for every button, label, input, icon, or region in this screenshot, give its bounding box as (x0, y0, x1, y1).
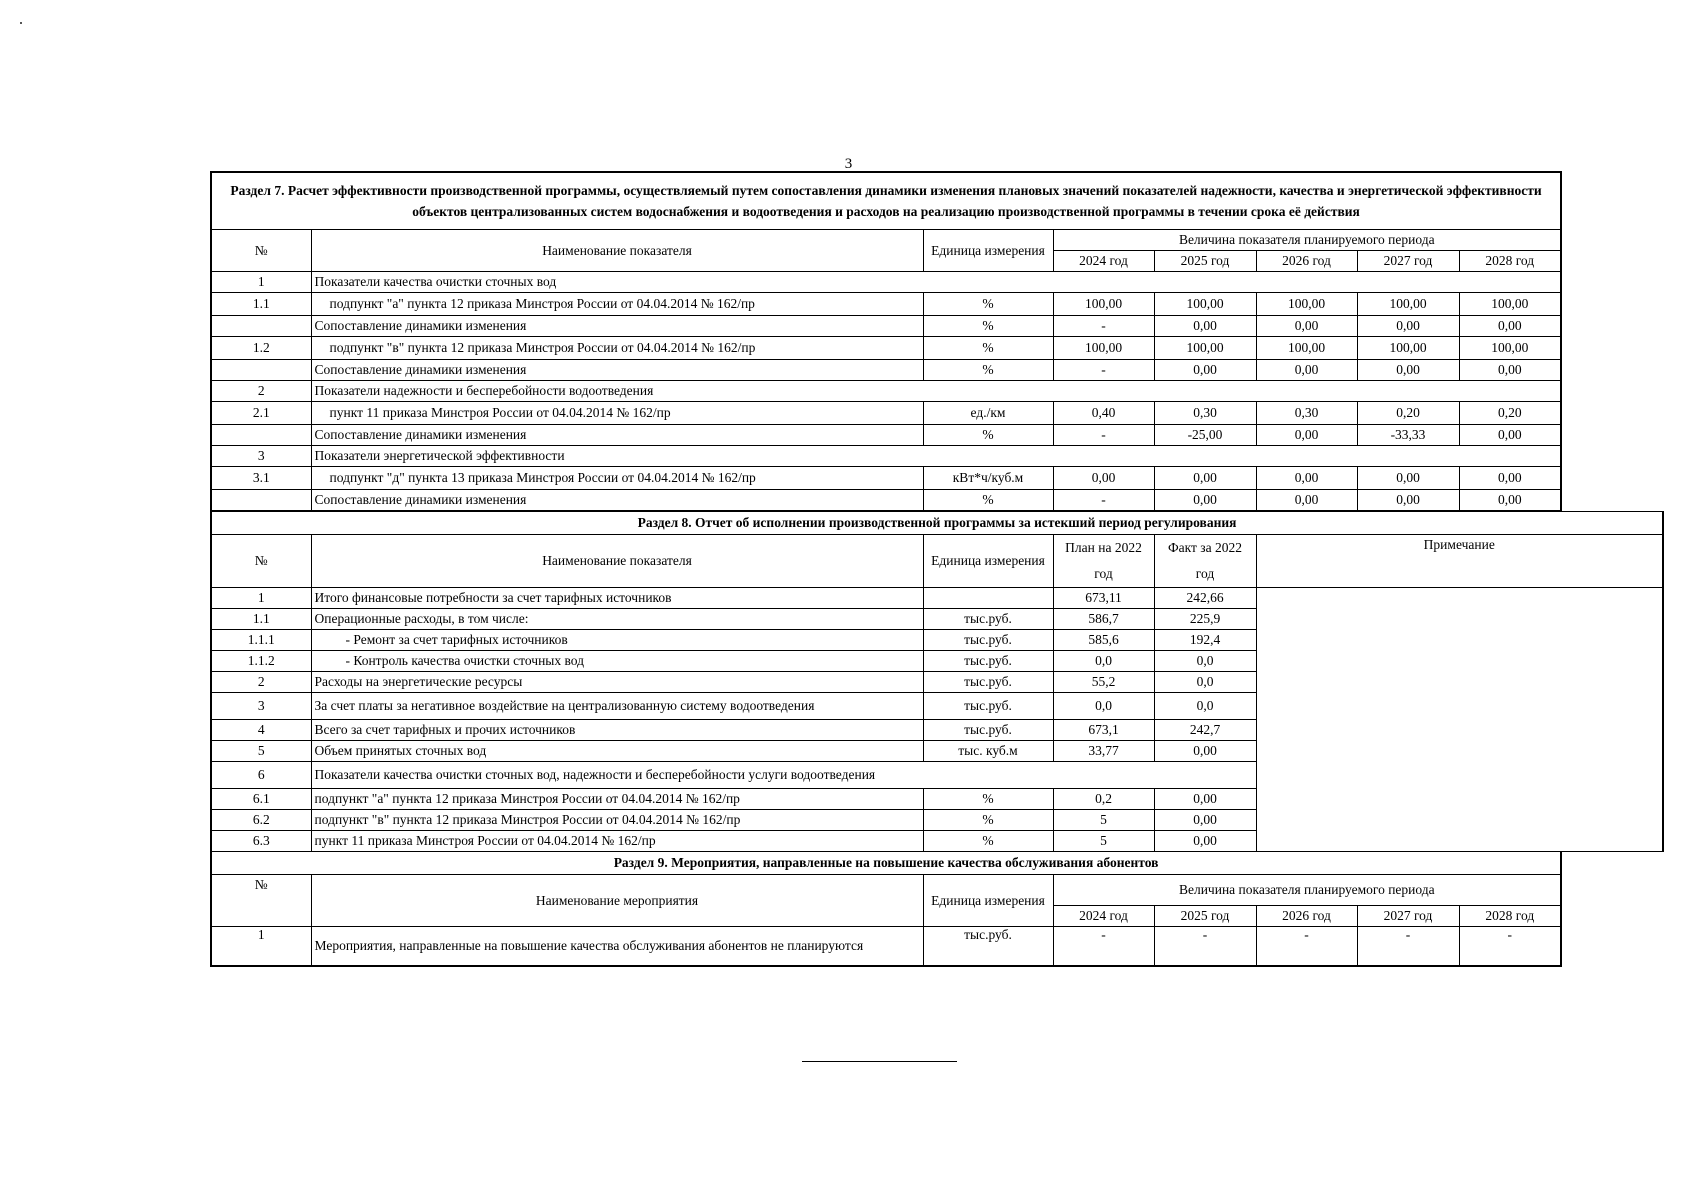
s9-header-year: 2025 год (1154, 906, 1256, 927)
row-unit: % (923, 360, 1053, 381)
row-value: -25,00 (1154, 425, 1256, 446)
row-plan: 673,1 (1053, 720, 1154, 741)
row-plan: 5 (1053, 831, 1154, 852)
row-number: 6 (211, 762, 311, 789)
row-unit: % (923, 831, 1053, 852)
row-value: 0,00 (1357, 360, 1459, 381)
table-row (211, 446, 1561, 467)
section9-title: Раздел 9. Мероприятия, направленные на повышение качества обслуживания абонентов (211, 852, 1561, 875)
section7-title: Раздел 7. Расчет эффективности производственной программы, осуществляемый путем сопоставления динамики изменения плановых значений показателей надежности, качества и энергетической эффективности объектов централизованных систем водоснабжения и водоотведения и расходов на реализацию производственной программы в течении срока её действия (211, 172, 1561, 230)
row-fact: 0,00 (1154, 789, 1256, 810)
row-name: подпункт "в" пункта 12 приказа Минстроя России от 04.04.2014 № 162/пр (311, 337, 923, 360)
row-unit: тыс.руб. (923, 630, 1053, 651)
note-cell (1256, 588, 1663, 852)
row-number (211, 360, 311, 381)
table-row (211, 337, 1561, 360)
row-name: За счет платы за негативное воздействие на централизованную систему водоотведения (311, 693, 923, 720)
s7-header-unit: Единица измерения (923, 230, 1053, 272)
row-plan: 586,7 (1053, 609, 1154, 630)
row-name: Показатели энергетической эффективности (311, 446, 1561, 467)
row-name: Показатели качества очистки сточных вод, надежности и бесперебойности услуги водоотведения (311, 762, 1256, 789)
row-number: 2 (211, 672, 311, 693)
row-unit: тыс.руб. (923, 720, 1053, 741)
s9-header-no: № (211, 875, 311, 927)
row-unit: % (923, 316, 1053, 337)
row-value: 0,30 (1154, 402, 1256, 425)
row-value: 100,00 (1357, 337, 1459, 360)
row-unit: кВт*ч/куб.м (923, 467, 1053, 490)
row-plan: 55,2 (1053, 672, 1154, 693)
row-number: 1 (211, 927, 311, 967)
row-value: 0,00 (1053, 467, 1154, 490)
row-number: 5 (211, 741, 311, 762)
row-number: 1.1.2 (211, 651, 311, 672)
s9-header-name: Наименование мероприятия (311, 875, 923, 927)
row-value: 0,00 (1256, 490, 1357, 512)
row-value: 0,00 (1459, 467, 1561, 490)
row-unit (923, 588, 1053, 609)
s7-header-year: 2024 год (1053, 251, 1154, 272)
row-fact: 0,0 (1154, 651, 1256, 672)
row-plan: 0,2 (1053, 789, 1154, 810)
row-name: - Контроль качества очистки сточных вод (311, 651, 923, 672)
page-number: 3 (844, 156, 853, 172)
s9-header-period: Величина показателя планируемого периода (1053, 875, 1561, 906)
s8-header-unit: Единица измерения (923, 535, 1053, 588)
row-fact: 225,9 (1154, 609, 1256, 630)
row-name: Мероприятия, направленные на повышение качества обслуживания абонентов не планируются (311, 927, 923, 967)
table-row (211, 381, 1561, 402)
document-frame (210, 171, 1560, 967)
row-fact: 0,00 (1154, 741, 1256, 762)
s8-header-fact: Факт за 2022 год (1154, 535, 1256, 588)
row-plan: 0,0 (1053, 693, 1154, 720)
row-value: - (1256, 927, 1357, 967)
row-number: 6.2 (211, 810, 311, 831)
row-value: - (1053, 316, 1154, 337)
row-value: 0,00 (1459, 490, 1561, 512)
row-name: Итого финансовые потребности за счет тарифных источников (311, 588, 923, 609)
row-value: 0,40 (1053, 402, 1154, 425)
scan-speck (20, 22, 22, 24)
row-plan: 5 (1053, 810, 1154, 831)
row-value: 100,00 (1459, 337, 1561, 360)
row-number: 2.1 (211, 402, 311, 425)
row-unit: ед./км (923, 402, 1053, 425)
row-name: Сопоставление динамики изменения (311, 360, 923, 381)
row-name: Расходы на энергетические ресурсы (311, 672, 923, 693)
row-unit: % (923, 337, 1053, 360)
s9-header-year: 2024 год (1053, 906, 1154, 927)
s7-header-year: 2027 год (1357, 251, 1459, 272)
table-row (211, 316, 1561, 337)
row-name: подпункт "в" пункта 12 приказа Минстроя России от 04.04.2014 № 162/пр (311, 810, 923, 831)
row-value: 100,00 (1154, 293, 1256, 316)
row-unit: % (923, 490, 1053, 512)
row-value: -33,33 (1357, 425, 1459, 446)
row-value: 0,00 (1357, 490, 1459, 512)
row-value: 0,00 (1154, 467, 1256, 490)
row-fact: 0,0 (1154, 672, 1256, 693)
table-row (211, 467, 1561, 490)
row-value: 0,00 (1459, 425, 1561, 446)
s8-header-plan: План на 2022 год (1053, 535, 1154, 588)
row-unit: % (923, 293, 1053, 316)
row-unit: тыс.руб. (923, 651, 1053, 672)
s9-header-year: 2026 год (1256, 906, 1357, 927)
section8-title: Раздел 8. Отчет об исполнении производственной программы за истекший период регулирования (211, 512, 1663, 535)
row-name: Операционные расходы, в том числе: (311, 609, 923, 630)
row-name: подпункт "д" пункта 13 приказа Минстроя России от 04.04.2014 № 162/пр (311, 467, 923, 490)
row-number: 3 (211, 446, 311, 467)
row-number (211, 490, 311, 512)
row-number: 1.1.1 (211, 630, 311, 651)
s7-header-year: 2025 год (1154, 251, 1256, 272)
row-value: 0,00 (1459, 316, 1561, 337)
row-unit: % (923, 810, 1053, 831)
row-value: 0,20 (1357, 402, 1459, 425)
row-value: 0,30 (1256, 402, 1357, 425)
row-value: - (1053, 425, 1154, 446)
row-plan: 585,6 (1053, 630, 1154, 651)
row-value: 100,00 (1256, 337, 1357, 360)
s7-header-name: Наименование показателя (311, 230, 923, 272)
table-row (211, 272, 1561, 293)
row-number (211, 425, 311, 446)
row-name: пункт 11 приказа Минстроя России от 04.04.2014 № 162/пр (311, 831, 923, 852)
row-number: 6.3 (211, 831, 311, 852)
table-row (211, 588, 1663, 609)
footer-rule (802, 1061, 957, 1062)
row-value: 0,20 (1459, 402, 1561, 425)
row-value: 0,00 (1256, 360, 1357, 381)
row-value: 0,00 (1459, 360, 1561, 381)
row-value: 0,00 (1256, 316, 1357, 337)
row-name: Показатели надежности и бесперебойности водоотведения (311, 381, 1561, 402)
row-value: - (1154, 927, 1256, 967)
row-value: 0,00 (1357, 316, 1459, 337)
row-unit: тыс.руб. (923, 927, 1053, 967)
row-name: пункт 11 приказа Минстроя России от 04.04.2014 № 162/пр (311, 402, 923, 425)
row-number: 1.2 (211, 337, 311, 360)
section7-table (210, 171, 1562, 512)
row-value: - (1459, 927, 1561, 967)
row-name: подпункт "а" пункта 12 приказа Минстроя России от 04.04.2014 № 162/пр (311, 293, 923, 316)
row-plan: 673,11 (1053, 588, 1154, 609)
row-number: 2 (211, 381, 311, 402)
row-value: 100,00 (1256, 293, 1357, 316)
s9-header-unit: Единица измерения (923, 875, 1053, 927)
table-row (211, 490, 1561, 512)
row-name: подпункт "а" пункта 12 приказа Минстроя России от 04.04.2014 № 162/пр (311, 789, 923, 810)
row-value: - (1053, 927, 1154, 967)
row-name: Сопоставление динамики изменения (311, 425, 923, 446)
row-name: - Ремонт за счет тарифных источников (311, 630, 923, 651)
row-fact: 242,66 (1154, 588, 1256, 609)
row-value: - (1053, 360, 1154, 381)
row-number: 1 (211, 588, 311, 609)
row-value: 0,00 (1154, 490, 1256, 512)
s9-header-year: 2027 год (1357, 906, 1459, 927)
row-name: Показатели качества очистки сточных вод (311, 272, 1561, 293)
row-number: 1.1 (211, 293, 311, 316)
row-fact: 0,00 (1154, 831, 1256, 852)
s8-header-no: № (211, 535, 311, 588)
row-number: 1.1 (211, 609, 311, 630)
section8-table (210, 511, 1664, 852)
row-unit: % (923, 425, 1053, 446)
row-number: 6.1 (211, 789, 311, 810)
s9-header-year: 2028 год (1459, 906, 1561, 927)
s7-header-no: № (211, 230, 311, 272)
s7-header-period: Величина показателя планируемого периода (1053, 230, 1561, 251)
section9-table (210, 851, 1562, 967)
row-fact: 192,4 (1154, 630, 1256, 651)
s7-header-year: 2028 год (1459, 251, 1561, 272)
table-row (211, 293, 1561, 316)
row-value: - (1053, 490, 1154, 512)
row-value: 100,00 (1053, 337, 1154, 360)
row-value: 100,00 (1053, 293, 1154, 316)
row-value: 0,00 (1154, 360, 1256, 381)
row-unit: % (923, 789, 1053, 810)
row-number: 1 (211, 272, 311, 293)
table-row (211, 927, 1561, 967)
row-name: Сопоставление динамики изменения (311, 490, 923, 512)
row-unit: тыс. куб.м (923, 741, 1053, 762)
row-plan: 0,0 (1053, 651, 1154, 672)
row-value: 100,00 (1357, 293, 1459, 316)
row-number: 3.1 (211, 467, 311, 490)
row-number: 4 (211, 720, 311, 741)
s8-header-note: Примечание (1256, 535, 1663, 588)
s8-header-name: Наименование показателя (311, 535, 923, 588)
row-value: 0,00 (1256, 425, 1357, 446)
row-name: Сопоставление динамики изменения (311, 316, 923, 337)
row-fact: 0,0 (1154, 693, 1256, 720)
row-value: 0,00 (1256, 467, 1357, 490)
row-name: Всего за счет тарифных и прочих источников (311, 720, 923, 741)
table-row (211, 402, 1561, 425)
row-name: Объем принятых сточных вод (311, 741, 923, 762)
row-value: - (1357, 927, 1459, 967)
row-value: 0,00 (1154, 316, 1256, 337)
table-row (211, 425, 1561, 446)
row-plan: 33,77 (1053, 741, 1154, 762)
row-number (211, 316, 311, 337)
row-unit: тыс.руб. (923, 693, 1053, 720)
row-value: 0,00 (1357, 467, 1459, 490)
row-fact: 0,00 (1154, 810, 1256, 831)
row-unit: тыс.руб. (923, 672, 1053, 693)
row-fact: 242,7 (1154, 720, 1256, 741)
row-value: 100,00 (1459, 293, 1561, 316)
row-value: 100,00 (1154, 337, 1256, 360)
table-row (211, 360, 1561, 381)
s7-header-year: 2026 год (1256, 251, 1357, 272)
row-number: 3 (211, 693, 311, 720)
row-unit: тыс.руб. (923, 609, 1053, 630)
